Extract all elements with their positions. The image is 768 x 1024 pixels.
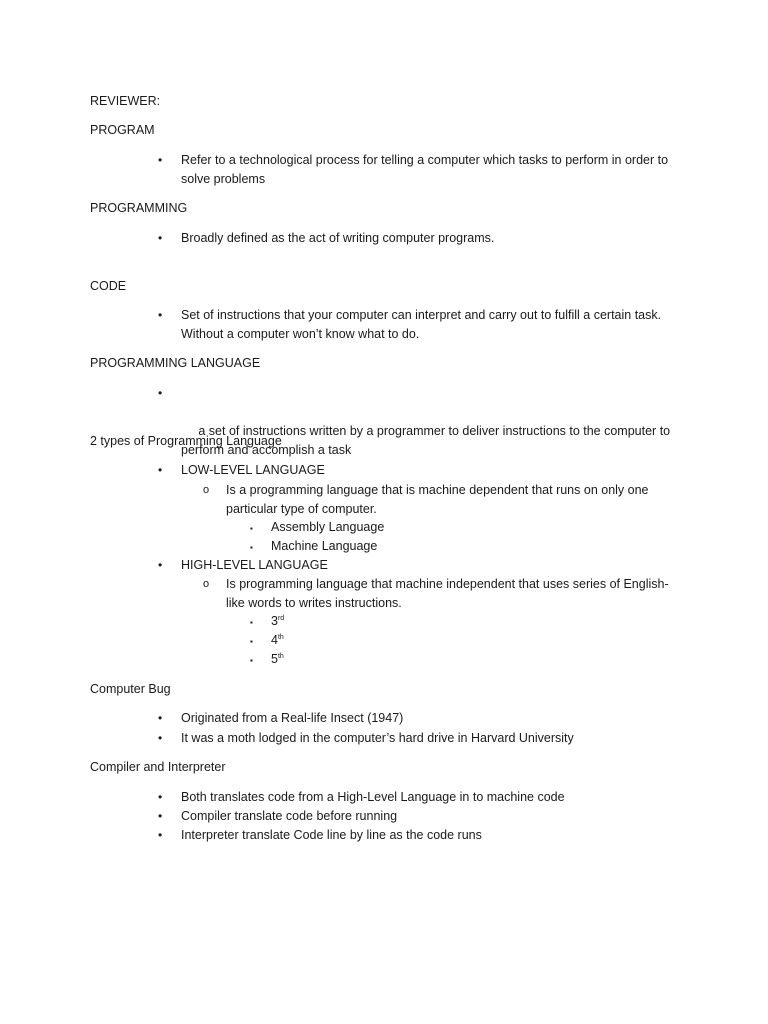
list-item: [158, 788, 691, 807]
bullet-marker: •: [158, 731, 163, 745]
heading-programming: PROGRAMMING: [90, 201, 188, 215]
circle-marker: o: [203, 578, 210, 590]
sub-list-item: [203, 575, 686, 613]
list-item-high-level: [158, 556, 691, 575]
sub-sub-list-item: [250, 650, 571, 669]
generation-number: 3: [271, 614, 278, 628]
heading-code: CODE: [90, 279, 127, 293]
bullet-marker: •: [158, 711, 163, 725]
list-item-text: Is a programming language that is machine dependent that runs on only one particular type of computer.: [226, 483, 649, 516]
sub-list-item: [203, 481, 686, 519]
list-item: [158, 229, 691, 248]
list-item-text: LOW-LEVEL LANGUAGE: [181, 463, 325, 477]
list-item-text: It was a moth lodged in the computer’s hard drive in Harvard University: [181, 731, 574, 745]
list-item-text: Machine Language: [271, 539, 378, 553]
sub-sub-list-item: [250, 631, 571, 650]
list-item-text: Broadly defined as the act of writing computer programs.: [181, 231, 495, 245]
list-item: [158, 151, 691, 189]
heading-programming-language: PROGRAMMING LANGUAGE: [90, 356, 261, 370]
bullet-marker: •: [158, 558, 163, 572]
bullet-marker: •: [158, 308, 163, 322]
bullet-marker: •: [158, 386, 163, 400]
bullet-marker: •: [158, 828, 163, 842]
square-marker: ▪: [250, 618, 253, 627]
list-item-text: a set of instructions written by a programmer to deliver instructions to the computer to perform and accomplish a task: [181, 424, 674, 457]
list-item-text: Interpreter translate Code line by line as the code runs: [181, 828, 482, 842]
sub-sub-list-item: [250, 612, 571, 631]
list-item-text: Assembly Language: [271, 520, 385, 534]
bullet-marker: •: [158, 463, 163, 477]
document-title: REVIEWER:: [90, 94, 161, 108]
heading-compiler-interpreter: Compiler and Interpreter: [90, 760, 226, 774]
list-item-text: Set of instructions that your computer can interpret and carry out to fulfill a certain task. Without a computer won’t know what to do.: [181, 308, 662, 341]
list-item-text: Refer to a technological process for telling a computer which tasks to perform in order to solve problems: [181, 153, 669, 186]
list-item-text: Is programming language that machine independent that uses series of English-like words to writes instructions.: [226, 577, 669, 610]
sub-sub-list-item: [250, 518, 571, 537]
square-marker: ▪: [250, 656, 253, 665]
square-marker: ▪: [250, 543, 253, 552]
circle-marker: o: [203, 484, 210, 496]
ordinal-suffix: th: [277, 653, 284, 660]
list-item: [158, 826, 691, 845]
list-item-text: Compiler translate code before running: [181, 809, 398, 823]
bullet-marker: •: [158, 790, 163, 804]
generation-number: 5: [271, 652, 278, 666]
heading-program: PROGRAM: [90, 123, 155, 137]
list-item: [158, 709, 691, 728]
list-item-text: Both translates code from a High-Level Language in to machine code: [181, 790, 565, 804]
list-item: [158, 306, 691, 344]
generation-number: 4: [271, 633, 278, 647]
square-marker: ▪: [250, 637, 253, 646]
heading-computer-bug: Computer Bug: [90, 682, 171, 696]
ordinal-suffix: rd: [277, 615, 285, 622]
bullet-marker: •: [158, 153, 163, 167]
sub-sub-list-item: [250, 537, 571, 556]
ordinal-suffix: th: [277, 634, 284, 641]
list-item-text: Originated from a Real-life Insect (1947): [181, 711, 404, 725]
bullet-marker: •: [158, 809, 163, 823]
list-item: [158, 807, 691, 826]
list-item: [158, 729, 691, 748]
square-marker: ▪: [250, 524, 253, 533]
bullet-marker: •: [158, 231, 163, 245]
list-item-low-level: [158, 461, 691, 480]
list-item-text: HIGH-LEVEL LANGUAGE: [181, 558, 328, 572]
heading-types: 2 types of Programming Language: [90, 434, 282, 448]
